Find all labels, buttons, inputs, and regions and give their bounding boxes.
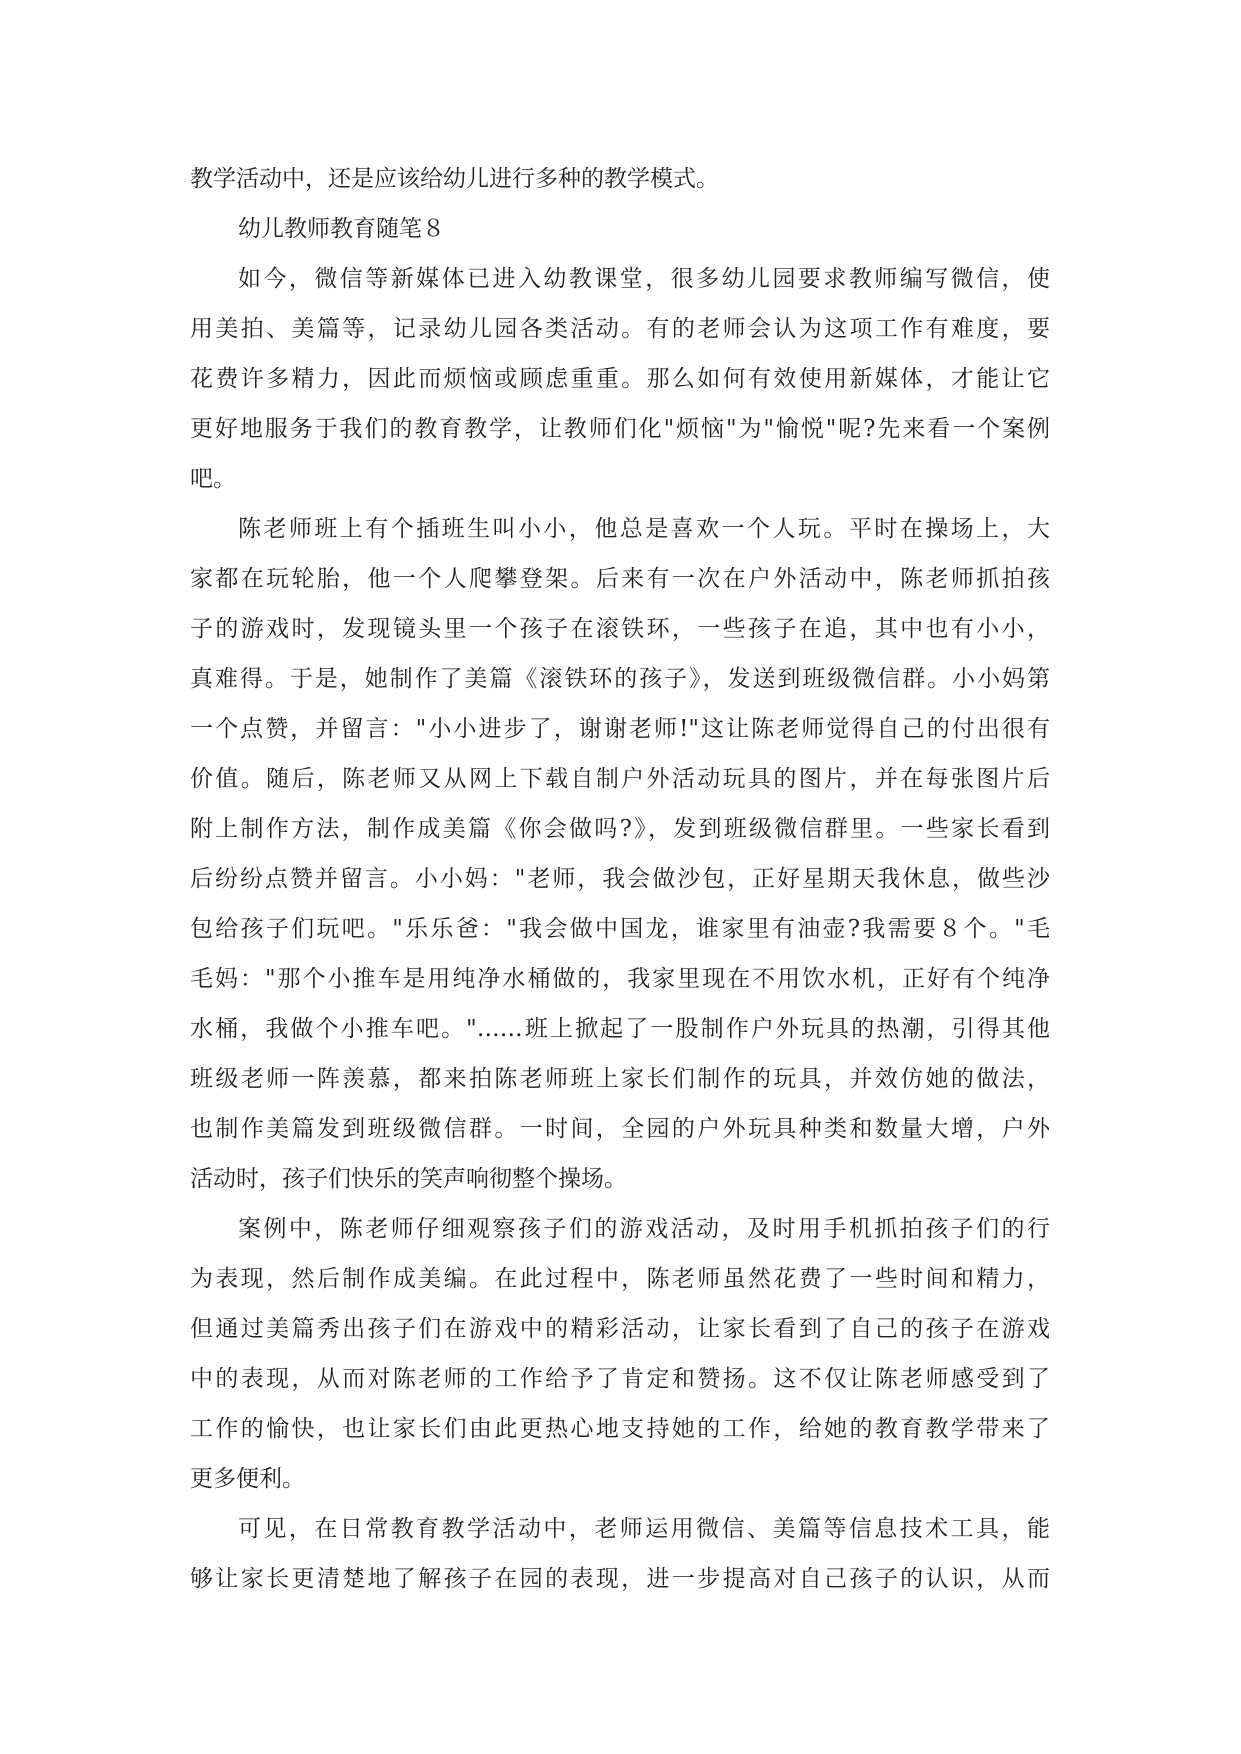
paragraph-line: 家都在玩轮胎，他一个人爬攀登架。后来有一次在户外活动中，陈老师抓拍孩 <box>190 566 1050 592</box>
paragraph-line: 后纷纷点赞并留言。小小妈："老师，我会做沙包，正好星期天我休息，做些沙 <box>190 866 1050 892</box>
paragraph-line: 花费许多精力，因此而烦恼或顾虑重重。那么如何有效使用新媒体，才能让它 <box>190 366 1050 392</box>
paragraph-line: 附上制作方法，制作成美篇《你会做吗?》，发到班级微信群里。一些家长看到 <box>190 816 1050 842</box>
paragraph-analysis <box>190 1204 1050 1504</box>
paragraph-line: 案例中，陈老师仔细观察孩子们的游戏活动，及时用手机抓拍孩子们的行 <box>238 1216 1050 1242</box>
paragraph-line: 水桶，我做个小推车吧。"……班上掀起了一股制作户外玩具的热潮，引得其他 <box>190 1016 1050 1042</box>
paragraph-line: 活动时，孩子们快乐的笑声响彻整个操场。 <box>190 1166 627 1192</box>
paragraph-line: 更多便利。 <box>190 1466 305 1492</box>
paragraph-line: 吧。 <box>190 466 236 492</box>
paragraph-line: 包给孩子们玩吧。"乐乐爸："我会做中国龙，谁家里有油壶?我需要８个。"毛 <box>190 916 1050 942</box>
paragraph-line: 但通过美篇秀出孩子们在游戏中的精彩活动，让家长看到了自己的孩子在游戏 <box>190 1316 1050 1342</box>
paragraph-line: 为表现，然后制作成美编。在此过程中，陈老师虽然花费了一些时间和精力， <box>190 1266 1050 1292</box>
paragraph-line: 班级老师一阵羡慕，都来拍陈老师班上家长们制作的玩具，并效仿她的做法， <box>190 1066 1050 1092</box>
paragraph-line: 够让家长更清楚地了解孩子在园的表现，进一步提高对自己孩子的认识，从而 <box>190 1566 1050 1592</box>
paragraph-line: 用美拍、美篇等，记录幼儿园各类活动。有的老师会认为这项工作有难度，要 <box>190 316 1050 342</box>
paragraph-intro <box>190 254 1050 504</box>
paragraph-line: 真难得。于是，她制作了美篇《滚铁环的孩子》，发送到班级微信群。小小妈第 <box>190 666 1050 692</box>
continuation-line: 教学活动中，还是应该给幼儿进行多种的教学模式。 <box>190 166 719 192</box>
paragraph-line: 中的表现，从而对陈老师的工作给予了肯定和赞扬。这不仅让陈老师感受到了 <box>190 1366 1050 1392</box>
paragraph-line: 也制作美篇发到班级微信群。一时间，全园的户外玩具种类和数量大增，户外 <box>190 1116 1050 1142</box>
section-heading: 幼儿教师教育随笔８ <box>238 216 445 242</box>
paragraph-line: 更好地服务于我们的教育教学，让教师们化"烦恼"为"愉悦"呢?先来看一个案例 <box>190 416 1050 442</box>
paragraph-case <box>190 504 1050 1204</box>
document-body <box>190 154 1050 1604</box>
paragraph-line: 陈老师班上有个插班生叫小小，他总是喜欢一个人玩。平时在操场上，大 <box>238 516 1050 542</box>
paragraph-line: 子的游戏时，发现镜头里一个孩子在滚铁环，一些孩子在追，其中也有小小， <box>190 616 1050 642</box>
paragraph-line: 可见，在日常教育教学活动中，老师运用微信、美篇等信息技术工具，能 <box>238 1516 1050 1542</box>
paragraph-line: 毛妈："那个小推车是用纯净水桶做的，我家里现在不用饮水机，正好有个纯净 <box>190 966 1050 992</box>
paragraph-line: 工作的愉快，也让家长们由此更热心地支持她的工作，给她的教育教学带来了 <box>190 1416 1050 1442</box>
paragraph-line: 如今，微信等新媒体已进入幼教课堂，很多幼儿园要求教师编写微信，使 <box>238 266 1050 292</box>
paragraph-line: 一个点赞，并留言："小小进步了，谢谢老师!"这让陈老师觉得自己的付出很有 <box>190 716 1050 742</box>
paragraph-line: 价值。随后，陈老师又从网上下载自制户外活动玩具的图片，并在每张图片后 <box>190 766 1050 792</box>
paragraph-conclusion <box>190 1504 1050 1604</box>
